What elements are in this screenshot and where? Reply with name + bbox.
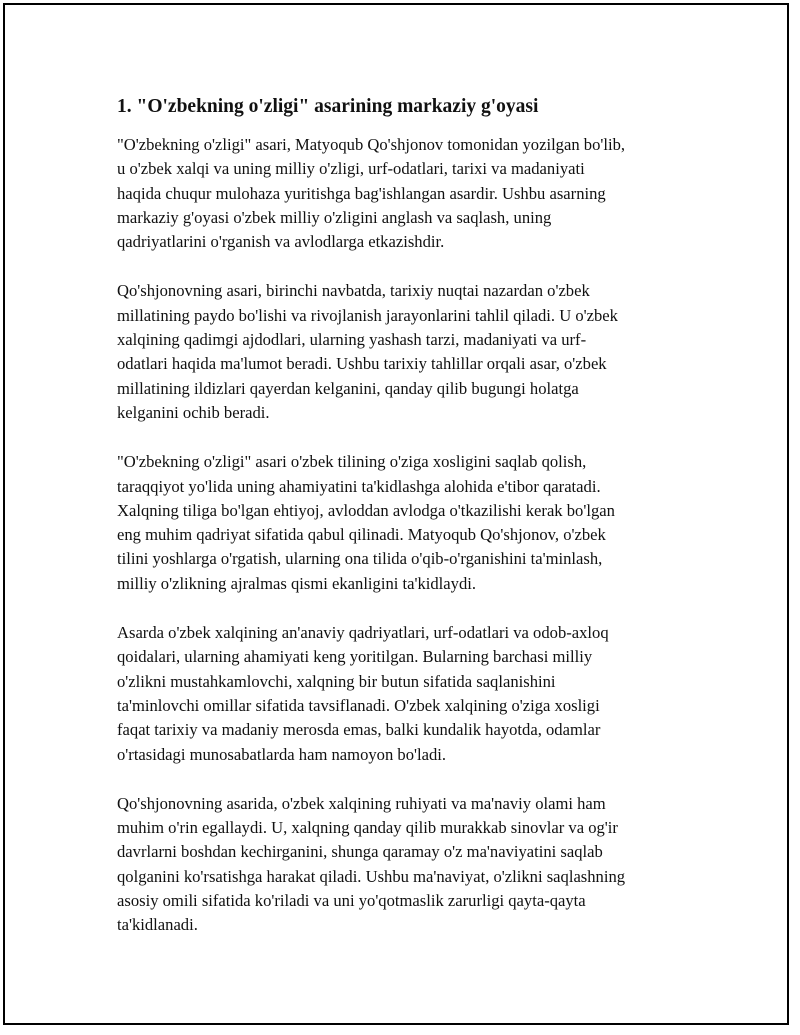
text-line: milliy o'zlikning ajralmas qismi ekanligini ta'kidlaydi. (117, 573, 477, 593)
text-line: u o'zbek xalqi va uning milliy o'zligi, urf-odatlari, tarixi va madaniyati (117, 159, 585, 179)
text-line: asosiy omili sifatida ko'riladi va uni yo'qotmaslik zarurligi qayta-qayta (117, 891, 586, 911)
paragraph-3 (117, 450, 697, 596)
text-line: muhim o'rin egallaydi. U, xalqning qanday qilib murakkab sinovlar va og'ir (117, 818, 618, 838)
text-line: qoidalari, ularning ahamiyati keng yoritilgan. Bularning barchasi milliy (117, 647, 593, 667)
text-line: markaziy g'oyasi o'zbek milliy o'zligini anglash va saqlash, uning (117, 207, 552, 227)
paragraph-2 (117, 279, 697, 425)
text-line: davrlarni boshdan kechirganini, shunga qaramay o'z ma'naviyatini saqlab (117, 842, 603, 862)
text-line: Qo'shjonovning asari, birinchi navbatda, tarixiy nuqtai nazardan o'zbek (117, 281, 590, 301)
text-line: faqat tarixiy va madaniy merosda emas, balki kundalik hayotda, odamlar (117, 720, 601, 740)
text-line: ta'minlovchi omillar sifatida tavsiflanadi. O'zbek xalqining o'ziga xosligi (117, 695, 600, 715)
document-body (117, 95, 697, 963)
text-line: odatlari haqida ma'lumot beradi. Ushbu tarixiy tahlillar orqali asar, o'zbek (117, 354, 607, 374)
text-line: kelganini ochib beradi. (117, 402, 270, 422)
text-line: ta'kidlanadi. (117, 915, 198, 935)
paragraph-1 (117, 133, 697, 254)
text-line: o'rtasidagi munosabatlarda ham namoyon bo'ladi. (117, 744, 447, 764)
text-line: "O'zbekning o'zligi" asari o'zbek tilining o'ziga xosligini saqlab qolish, (117, 452, 587, 472)
paragraph-5 (117, 792, 697, 938)
paragraph-4 (117, 621, 697, 767)
text-line: haqida chuqur mulohaza yuritishga bag'ishlangan asardir. Ushbu asarning (117, 183, 606, 203)
text-line: Xalqning tiliga bo'lgan ehtiyoj, avloddan avlodga o'tkazilishi kerak bo'lgan (117, 500, 615, 520)
text-line: taraqqiyot yo'lida uning ahamiyatini ta'kidlashga alohida e'tibor qaratadi. (117, 476, 601, 496)
text-line: eng muhim qadriyat sifatida qabul qilinadi. Matyoqub Qo'shjonov, o'zbek (117, 525, 606, 545)
text-line: Qo'shjonovning asarida, o'zbek xalqining ruhiyati va ma'naviy olami ham (117, 793, 606, 813)
text-line: qolganini ko'rsatishga harakat qiladi. Ushbu ma'naviyat, o'zlikni saqlashning (117, 866, 626, 886)
text-line: o'zlikni mustahkamlovchi, xalqning bir butun sifatida saqlanishini (117, 671, 556, 691)
text-line: Asarda o'zbek xalqining an'anaviy qadriyatlari, urf-odatlari va odob-axloq (117, 623, 609, 643)
text-line: millatining ildizlari qayerdan kelganini, qanday qilib bugungi holatga (117, 378, 579, 398)
text-line: "O'zbekning o'zligi" asari, Matyoqub Qo'shjonov tomonidan yozilgan bo'lib, (117, 135, 626, 154)
text-line: tilini yoshlarga o'rgatish, ularning ona tilida o'qib-o'rganishini ta'minlash, (117, 549, 603, 569)
section-heading: 1. "O'zbekning o'zligi" asarining markaziy g'oyasi (117, 96, 539, 117)
text-line: qadriyatlarini o'rganish va avlodlarga etkazishdir. (117, 232, 445, 252)
text-line: millatining paydo bo'lishi va rivojlanish jarayonlarini tahlil qiladi. U o'zbek (117, 305, 618, 325)
text-line: xalqining qadimgi ajdodlari, ularning yashash tarzi, madaniyati va urf- (117, 330, 587, 350)
